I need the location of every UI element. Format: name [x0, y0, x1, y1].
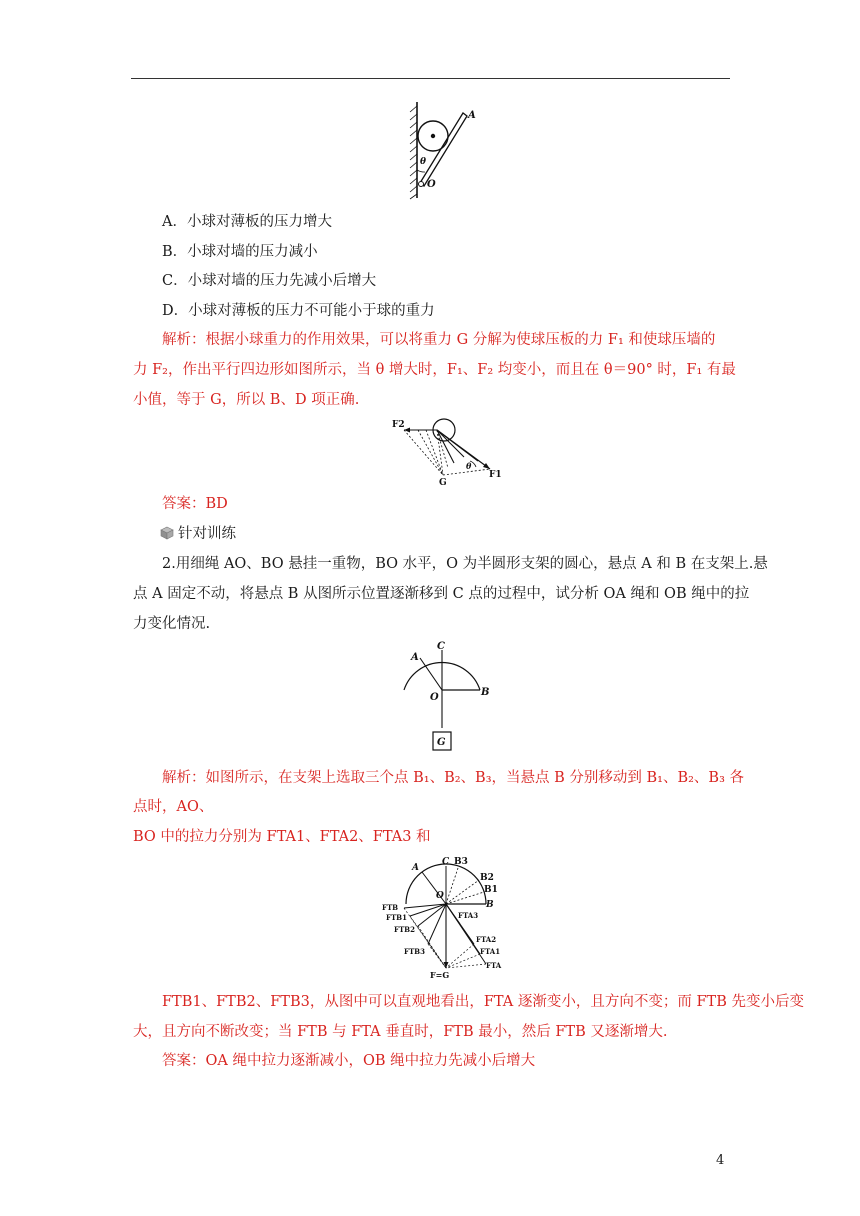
fig1-label-o: O — [427, 179, 436, 190]
practice-heading-text: 针对训练 — [178, 526, 236, 542]
fig4-label-c: C — [442, 857, 450, 867]
analysis1-line3: 小值，等于 G，所以 B、D 项正确. — [133, 392, 360, 408]
figure-ball-board — [405, 100, 481, 200]
analysis2-line3: BO 中的拉力分别为 FTA1、FTA2、FTA3 和 — [133, 829, 431, 845]
fig1-label-theta: θ — [420, 157, 427, 167]
cube-icon — [160, 526, 174, 540]
fig2-label-f2: F2 — [392, 420, 405, 430]
fig2-label-g: G — [439, 478, 447, 485]
fig4-label-fta: FTA — [486, 961, 502, 970]
fig4-label-ftb: FTB — [382, 903, 399, 912]
page-number: 4 — [716, 1153, 725, 1168]
analysis1-line1: 解析：根据小球重力的作用效果，可以将重力 G 分解为使球压板的力 F₁ 和使球压墙的 — [162, 332, 716, 348]
fig4-label-b3: B3 — [454, 857, 468, 867]
option-a: A．小球对薄板的压力增大 — [162, 214, 332, 230]
fig4-label-ftb2: FTB2 — [394, 925, 415, 934]
analysis3-line1: FTB1、FTB2、FTB3，从图中可以直观地看出，FTA 逐渐变小，且方向不变；而 FTB 先变小后变 — [162, 994, 804, 1010]
option-c: C．小球对墙的压力先减小后增大 — [162, 273, 377, 289]
fig4-label-b1: B1 — [484, 885, 498, 895]
fig1-label-a: A — [468, 110, 476, 121]
answer2: 答案：OA 绳中拉力逐渐减小，OB 绳中拉力先减小后增大 — [162, 1053, 536, 1069]
header-rule — [131, 78, 730, 79]
question2-line2: 点 A 固定不动，将悬点 B 从图所示位置逐渐移到 C 点的过程中，试分析 OA 绳和 OB 绳中的拉 — [133, 586, 750, 602]
fig4-label-a: A — [412, 863, 419, 873]
fig4-label-ftb3: FTB3 — [404, 947, 425, 956]
fig2-label-theta: θ — [466, 461, 472, 471]
option-b: B．小球对墙的压力减小 — [162, 244, 318, 260]
analysis2-line1: 解析：如图所示，在支架上选取三个点 B₁、B₂、B₃，当悬点 B 分别移动到 B₁、B₂、B₃ 各 — [162, 770, 745, 786]
question2-line3: 力变化情况. — [133, 616, 211, 632]
fig4-label-fta1: FTA1 — [480, 947, 501, 956]
fig3-label-a: A — [411, 652, 419, 663]
fig4-label-fg: F=G — [430, 970, 450, 980]
question2-line1: 2.用细绳 AO、BO 悬挂一重物，BO 水平，O 为半圆形支架的圆心，悬点 A 和 B 在支架上.悬 — [162, 556, 768, 572]
figure-tension-vectors — [380, 852, 510, 982]
analysis3-line2: 大，且方向不断改变；当 FTB 与 FTA 垂直时，FTB 最小，然后 FTB 又逐渐增大. — [133, 1024, 668, 1040]
figure-semicircle-support — [398, 638, 498, 758]
fig4-label-o: O — [436, 891, 444, 901]
fig3-label-g: G — [437, 737, 446, 748]
fig3-label-b: B — [481, 687, 490, 698]
fig4-label-b2: B2 — [480, 873, 494, 883]
practice-heading — [160, 524, 236, 544]
fig3-label-o: O — [430, 692, 439, 703]
answer1: 答案：BD — [162, 496, 228, 512]
fig4-label-b: B — [486, 900, 494, 910]
analysis1-line2: 力 F₂，作出平行四边形如图所示，当 θ 增大时，F₁、F₂ 均变小，而且在 θ＝90° 时，F₁ 有最 — [133, 362, 736, 378]
fig4-label-ftb1: FTB1 — [386, 913, 407, 922]
fig2-label-f1: F1 — [489, 470, 502, 480]
figure-force-decomposition — [390, 413, 506, 485]
option-d: D．小球对薄板的压力不可能小于球的重力 — [162, 303, 435, 319]
fig4-label-fta3: FTA3 — [458, 911, 479, 920]
fig4-label-fta2: FTA2 — [476, 935, 497, 944]
fig3-label-c: C — [437, 641, 445, 652]
analysis2-line2: 点时，AO、 — [133, 799, 214, 815]
